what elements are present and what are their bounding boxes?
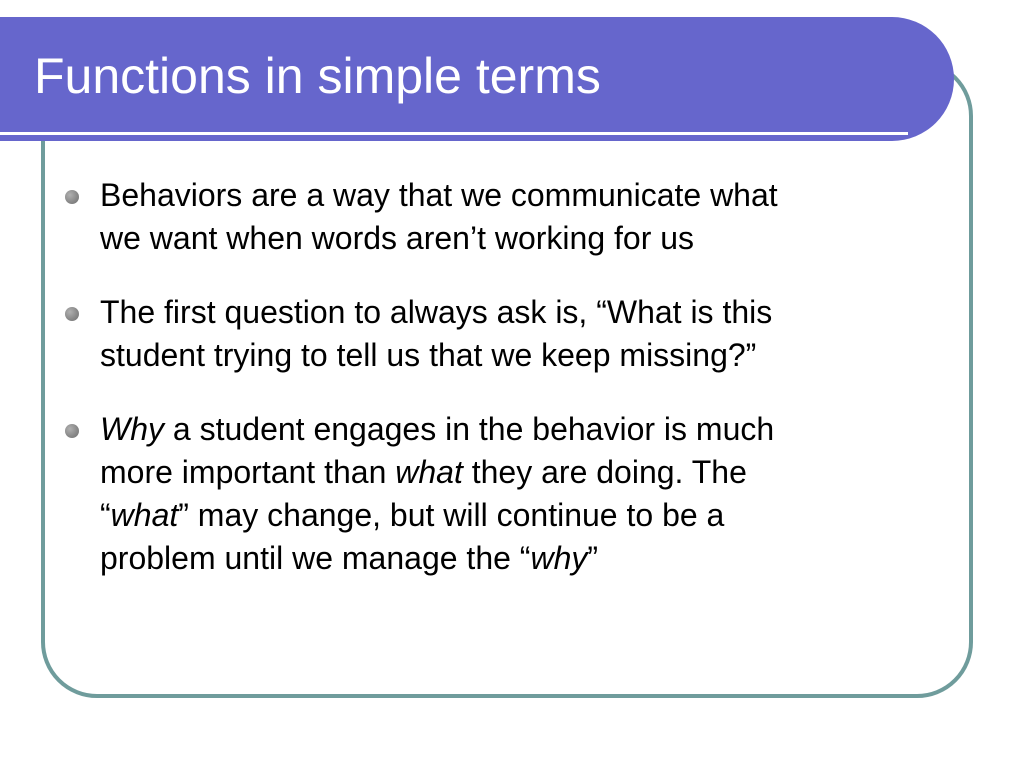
bullet-3-line-1-run-1: Why	[100, 411, 164, 447]
bullet-3-line-2	[100, 451, 950, 494]
title-underline	[0, 132, 908, 135]
bullet-2-line-2: student trying to tell us that we keep missing?”	[100, 337, 757, 373]
bullet-dot-icon	[65, 307, 79, 321]
slide-title: Functions in simple terms	[34, 48, 601, 104]
bullet-list	[60, 174, 950, 580]
bullet-item-1	[60, 174, 950, 260]
bullet-dot-icon	[65, 424, 79, 438]
bullet-item-2	[60, 291, 950, 377]
bullet-3-line-4-run-2: why	[530, 540, 588, 576]
bullet-3-line-4-run-1: problem until we manage the “	[100, 540, 531, 576]
bullet-2-line-1: The first question to always ask is, “What is this	[100, 294, 773, 330]
bullet-dot-icon	[65, 190, 79, 204]
bullet-3-line-3-run-1: “	[100, 497, 111, 533]
bullet-3-line-4	[100, 537, 950, 580]
bullet-3-line-3-run-2: what	[110, 497, 179, 533]
bullet-3-line-1	[100, 408, 950, 451]
bullet-1-line-1: Behaviors are a way that we communicate what	[100, 177, 778, 213]
bullet-item-3	[60, 408, 950, 580]
bullet-3-line-3	[100, 494, 950, 537]
bullet-3-line-2-run-1: more important than	[100, 454, 396, 490]
bullet-3-line-1-run-2: a student engages in the behavior is much	[164, 411, 775, 447]
bullet-1-line-2: we want when words aren’t working for us	[100, 220, 695, 256]
bullet-3-line-3-run-3: ” may change, but will continue to be a	[178, 497, 725, 533]
bullet-3-line-2-run-2: what	[395, 454, 463, 490]
bullet-3-line-4-run-3: ”	[587, 540, 599, 576]
bullet-3-line-2-run-3: they are doing. The	[462, 454, 747, 490]
